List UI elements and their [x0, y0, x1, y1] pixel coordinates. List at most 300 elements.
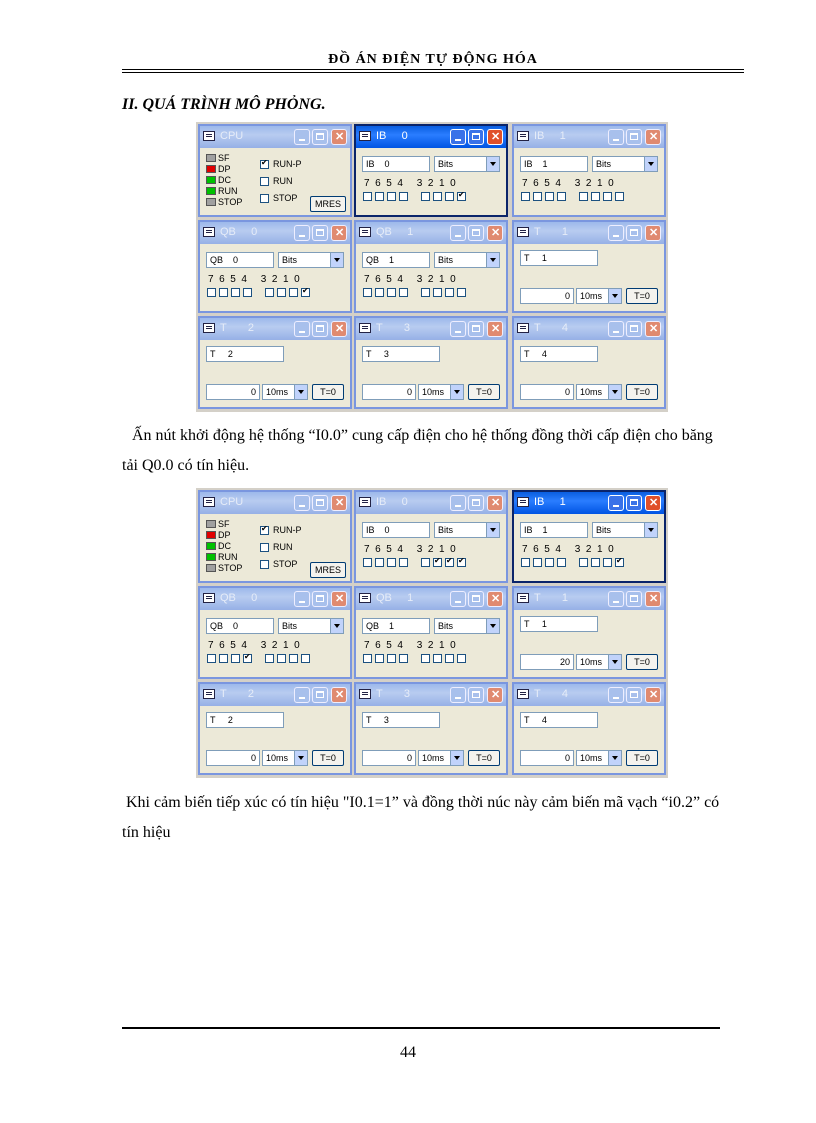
- address-field[interactable]: QB 1: [362, 252, 430, 268]
- timebase-select-value: 10ms: [580, 387, 603, 397]
- format-select-value: Bits: [596, 159, 612, 169]
- window-app-icon: [203, 227, 215, 237]
- chevron-down-icon[interactable]: [330, 253, 343, 267]
- close-icon[interactable]: [487, 129, 503, 145]
- maximize-icon[interactable]: [468, 687, 484, 703]
- close-icon[interactable]: [487, 321, 503, 337]
- timebase-select-value: 10ms: [580, 753, 603, 763]
- window-title: CPU: [220, 130, 244, 142]
- window-title: IB 1: [534, 496, 566, 508]
- window-title: T 2: [220, 688, 255, 700]
- mode-run-checkbox[interactable]: [260, 543, 269, 552]
- bit-numbers: 7 6 5 4 3 2 1 0: [522, 178, 614, 189]
- maximize-icon[interactable]: [468, 495, 484, 511]
- timer-reset-button[interactable]: T=0: [626, 288, 658, 304]
- bit-numbers: 7 6 5 4 3 2 1 0: [522, 544, 614, 555]
- led-label: SF: [218, 519, 230, 529]
- ib1-window[interactable]: [512, 490, 666, 583]
- timebase-select-value: 10ms: [422, 753, 445, 763]
- bit-7-checkbox[interactable]: [521, 558, 530, 567]
- t4-timer-window[interactable]: [512, 316, 666, 409]
- window-titlebar[interactable]: [356, 222, 506, 244]
- address-field[interactable]: IB 1: [520, 156, 588, 172]
- window-title: T 4: [534, 322, 569, 334]
- timebase-select-value: 10ms: [266, 753, 289, 763]
- window-app-icon: [517, 689, 529, 699]
- chevron-down-icon[interactable]: [644, 157, 657, 171]
- minimize-icon[interactable]: [608, 129, 624, 145]
- mode-label: RUN-P: [273, 525, 302, 535]
- led-label: DP: [218, 164, 231, 174]
- close-icon[interactable]: [645, 591, 661, 607]
- bit-1-checkbox[interactable]: [445, 288, 454, 297]
- chevron-down-icon[interactable]: [486, 523, 499, 537]
- t3-timer-window[interactable]: [354, 316, 508, 409]
- window-app-icon: [517, 227, 529, 237]
- chevron-down-icon[interactable]: [486, 619, 499, 633]
- bit-2-checkbox[interactable]: [433, 558, 442, 567]
- close-icon[interactable]: [487, 687, 503, 703]
- bit-3-checkbox[interactable]: [421, 192, 430, 201]
- bit-7-checkbox[interactable]: [521, 192, 530, 201]
- bit-3-checkbox[interactable]: [421, 654, 430, 663]
- mode-label: RUN: [273, 542, 293, 552]
- format-select[interactable]: [434, 252, 500, 268]
- maximize-icon[interactable]: [468, 321, 484, 337]
- timer-address-field[interactable]: T 1: [520, 250, 598, 266]
- timer-address-field[interactable]: T 2: [206, 712, 284, 728]
- led-label: DP: [218, 530, 231, 540]
- chevron-down-icon[interactable]: [486, 253, 499, 267]
- timebase-select-value: 10ms: [580, 657, 603, 667]
- address-field[interactable]: IB 1: [520, 522, 588, 538]
- maximize-icon[interactable]: [626, 225, 642, 241]
- chevron-down-icon[interactable]: [608, 289, 621, 303]
- address-field[interactable]: QB 0: [206, 618, 274, 634]
- led-label: DC: [218, 175, 231, 185]
- window-titlebar[interactable]: [200, 126, 350, 148]
- format-select[interactable]: [278, 618, 344, 634]
- led-label: SF: [218, 153, 230, 163]
- maximize-icon[interactable]: [312, 495, 328, 511]
- bit-6-checkbox[interactable]: [375, 558, 384, 567]
- window-titlebar[interactable]: [356, 318, 506, 340]
- close-icon[interactable]: [645, 129, 661, 145]
- minimize-icon[interactable]: [608, 687, 624, 703]
- close-icon[interactable]: [331, 225, 347, 241]
- bit-checkboxes: [363, 288, 469, 297]
- bit-4-checkbox[interactable]: [557, 558, 566, 567]
- timer-reset-button[interactable]: T=0: [626, 750, 658, 766]
- timer-reset-button[interactable]: T=0: [626, 654, 658, 670]
- bit-5-checkbox[interactable]: [545, 192, 554, 201]
- mode-run-p-checkbox[interactable]: [260, 160, 269, 169]
- bit-4-checkbox[interactable]: [557, 192, 566, 201]
- chevron-down-icon[interactable]: [294, 751, 307, 765]
- simulator-screenshot-2: [196, 488, 668, 778]
- timer-value-field[interactable]: 0: [362, 384, 416, 400]
- led-dc-icon: [206, 542, 216, 550]
- address-field[interactable]: QB 1: [362, 618, 430, 634]
- bit-2-checkbox[interactable]: [591, 558, 600, 567]
- timebase-select[interactable]: [576, 288, 622, 304]
- paragraph-2: Khi cảm biến tiếp xúc có tín hiệu "I0.1=1” và đồng thời núc này cảm biến mã vạch “i0.2” có tín hiệu: [122, 794, 720, 841]
- maximize-icon[interactable]: [626, 591, 642, 607]
- close-icon[interactable]: [487, 591, 503, 607]
- timer-value-field[interactable]: 0: [206, 384, 260, 400]
- bit-7-checkbox[interactable]: [363, 558, 372, 567]
- window-titlebar[interactable]: [200, 684, 350, 706]
- bit-6-checkbox[interactable]: [533, 558, 542, 567]
- timer-value-field[interactable]: 20: [520, 654, 574, 670]
- window-titlebar[interactable]: [200, 492, 350, 514]
- window-app-icon: [359, 689, 371, 699]
- maximize-icon[interactable]: [626, 495, 642, 511]
- qb1-window[interactable]: [354, 220, 508, 313]
- timebase-select[interactable]: [418, 384, 464, 400]
- window-app-icon: [359, 323, 371, 333]
- timer-reset-button[interactable]: T=0: [312, 750, 344, 766]
- timebase-select[interactable]: [576, 384, 622, 400]
- close-icon[interactable]: [331, 321, 347, 337]
- led-label: RUN: [218, 186, 238, 196]
- page-header: ĐỒ ÁN ĐIỆN TỰ ĐỘNG HÓA: [328, 52, 538, 67]
- mres-button[interactable]: MRES: [310, 562, 346, 578]
- t3-timer-window[interactable]: [354, 682, 508, 775]
- minimize-icon[interactable]: [450, 687, 466, 703]
- window-titlebar[interactable]: [514, 126, 664, 148]
- timebase-select-value: 10ms: [580, 291, 603, 301]
- close-icon[interactable]: [331, 687, 347, 703]
- mode-label: RUN: [273, 176, 293, 186]
- bit-6-checkbox[interactable]: [533, 192, 542, 201]
- window-titlebar[interactable]: [514, 492, 664, 514]
- bit-7-checkbox[interactable]: [363, 192, 372, 201]
- cpu-window[interactable]: [198, 124, 352, 217]
- minimize-icon[interactable]: [608, 225, 624, 241]
- window-app-icon: [203, 689, 215, 699]
- minimize-icon[interactable]: [608, 591, 624, 607]
- bit-5-checkbox[interactable]: [387, 192, 396, 201]
- window-titlebar[interactable]: [200, 318, 350, 340]
- window-title: T 1: [534, 592, 569, 604]
- close-icon[interactable]: [645, 225, 661, 241]
- bit-0-checkbox[interactable]: [615, 558, 624, 567]
- window-title: QB 0: [220, 226, 258, 238]
- minimize-icon[interactable]: [450, 495, 466, 511]
- bit-6-checkbox[interactable]: [375, 288, 384, 297]
- bit-6-checkbox[interactable]: [219, 288, 228, 297]
- t2-timer-window[interactable]: [198, 316, 352, 409]
- address-field[interactable]: QB 0: [206, 252, 274, 268]
- timer-value-field[interactable]: 0: [520, 750, 574, 766]
- window-title: QB 1: [376, 226, 414, 238]
- bit-1-checkbox[interactable]: [445, 654, 454, 663]
- bit-4-checkbox[interactable]: [399, 558, 408, 567]
- window-title: T 1: [534, 226, 569, 238]
- led-label: STOP: [218, 563, 243, 573]
- bit-0-checkbox[interactable]: [301, 288, 310, 297]
- timebase-select[interactable]: [576, 750, 622, 766]
- bit-6-checkbox[interactable]: [375, 654, 384, 663]
- led-stop-icon: [206, 198, 216, 206]
- bit-2-checkbox[interactable]: [277, 288, 286, 297]
- timer-value-field[interactable]: 0: [520, 384, 574, 400]
- timebase-select[interactable]: [576, 654, 622, 670]
- window-titlebar[interactable]: [514, 318, 664, 340]
- bit-2-checkbox[interactable]: [433, 288, 442, 297]
- timer-address-field[interactable]: T 2: [206, 346, 284, 362]
- minimize-icon[interactable]: [294, 321, 310, 337]
- close-icon[interactable]: [487, 225, 503, 241]
- maximize-icon[interactable]: [468, 591, 484, 607]
- bit-1-checkbox[interactable]: [445, 192, 454, 201]
- timer-value-field[interactable]: 0: [206, 750, 260, 766]
- qb0-window[interactable]: [198, 220, 352, 313]
- mode-run-checkbox[interactable]: [260, 177, 269, 186]
- bit-1-checkbox[interactable]: [603, 558, 612, 567]
- maximize-icon[interactable]: [312, 687, 328, 703]
- minimize-icon[interactable]: [294, 129, 310, 145]
- led-label: STOP: [218, 197, 243, 207]
- format-select[interactable]: [434, 618, 500, 634]
- t4-timer-window[interactable]: [512, 682, 666, 775]
- minimize-icon[interactable]: [294, 495, 310, 511]
- t1-timer-window[interactable]: [512, 220, 666, 313]
- bit-3-checkbox[interactable]: [421, 558, 430, 567]
- format-select[interactable]: [592, 156, 658, 172]
- ib0-window[interactable]: [354, 124, 508, 217]
- format-select[interactable]: [434, 522, 500, 538]
- bit-4-checkbox[interactable]: [399, 654, 408, 663]
- window-app-icon: [359, 593, 371, 603]
- bit-1-checkbox[interactable]: [445, 558, 454, 567]
- minimize-icon[interactable]: [450, 129, 466, 145]
- close-icon[interactable]: [487, 495, 503, 511]
- maximize-icon[interactable]: [312, 129, 328, 145]
- bit-3-checkbox[interactable]: [265, 654, 274, 663]
- bit-3-checkbox[interactable]: [421, 288, 430, 297]
- bit-numbers: 7 6 5 4 3 2 1 0: [208, 274, 300, 285]
- timer-address-field[interactable]: T 1: [520, 616, 598, 632]
- bit-0-checkbox[interactable]: [457, 654, 466, 663]
- bit-7-checkbox[interactable]: [363, 654, 372, 663]
- window-app-icon: [203, 593, 215, 603]
- bit-2-checkbox[interactable]: [433, 192, 442, 201]
- timer-value-field[interactable]: 0: [362, 750, 416, 766]
- bit-7-checkbox[interactable]: [207, 654, 216, 663]
- bit-2-checkbox[interactable]: [591, 192, 600, 201]
- timer-address-field[interactable]: T 4: [520, 346, 598, 362]
- mode-stop-checkbox[interactable]: [260, 194, 269, 203]
- header-rule: [122, 69, 744, 70]
- maximize-icon[interactable]: [312, 321, 328, 337]
- timer-address-field[interactable]: T 4: [520, 712, 598, 728]
- bit-0-checkbox[interactable]: [457, 558, 466, 567]
- bit-numbers: 7 6 5 4 3 2 1 0: [364, 640, 456, 651]
- led-run-icon: [206, 187, 216, 195]
- maximize-icon[interactable]: [312, 591, 328, 607]
- bit-0-checkbox[interactable]: [457, 192, 466, 201]
- bit-numbers: 7 6 5 4 3 2 1 0: [364, 544, 456, 555]
- format-select-value: Bits: [282, 255, 298, 265]
- window-titlebar[interactable]: [356, 492, 506, 514]
- chevron-down-icon[interactable]: [450, 751, 463, 765]
- bit-2-checkbox[interactable]: [433, 654, 442, 663]
- maximize-icon[interactable]: [626, 129, 642, 145]
- format-select-value: Bits: [438, 159, 454, 169]
- bit-2-checkbox[interactable]: [277, 654, 286, 663]
- bit-4-checkbox[interactable]: [243, 654, 252, 663]
- timebase-select[interactable]: [418, 750, 464, 766]
- bit-checkboxes: [363, 558, 469, 567]
- minimize-icon[interactable]: [450, 225, 466, 241]
- window-titlebar[interactable]: [356, 126, 506, 148]
- bit-checkboxes: [521, 558, 627, 567]
- format-select-value: Bits: [438, 525, 454, 535]
- window-titlebar[interactable]: [356, 684, 506, 706]
- format-select[interactable]: [434, 156, 500, 172]
- bit-0-checkbox[interactable]: [457, 288, 466, 297]
- ib0-window[interactable]: [354, 490, 508, 583]
- window-title: IB 0: [376, 130, 408, 142]
- close-icon[interactable]: [645, 495, 661, 511]
- window-titlebar[interactable]: [514, 222, 664, 244]
- bit-checkboxes: [521, 192, 627, 201]
- t2-timer-window[interactable]: [198, 682, 352, 775]
- window-titlebar[interactable]: [514, 588, 664, 610]
- timebase-select-value: 10ms: [266, 387, 289, 397]
- bit-4-checkbox[interactable]: [399, 288, 408, 297]
- window-app-icon: [359, 131, 371, 141]
- window-titlebar[interactable]: [514, 684, 664, 706]
- minimize-icon[interactable]: [450, 591, 466, 607]
- bit-1-checkbox[interactable]: [603, 192, 612, 201]
- bit-5-checkbox[interactable]: [387, 654, 396, 663]
- chevron-down-icon[interactable]: [608, 385, 621, 399]
- bit-6-checkbox[interactable]: [219, 654, 228, 663]
- window-title: T 2: [220, 322, 255, 334]
- window-app-icon: [359, 227, 371, 237]
- window-app-icon: [203, 497, 215, 507]
- timebase-select[interactable]: [262, 750, 308, 766]
- footer-rule: [122, 1027, 720, 1029]
- minimize-icon[interactable]: [450, 321, 466, 337]
- address-field[interactable]: IB 0: [362, 522, 430, 538]
- minimize-icon[interactable]: [294, 225, 310, 241]
- minimize-icon[interactable]: [294, 687, 310, 703]
- chevron-down-icon[interactable]: [644, 523, 657, 537]
- window-title: QB 1: [376, 592, 414, 604]
- bit-7-checkbox[interactable]: [207, 288, 216, 297]
- bit-4-checkbox[interactable]: [399, 192, 408, 201]
- chevron-down-icon[interactable]: [450, 385, 463, 399]
- timer-reset-button[interactable]: T=0: [468, 750, 500, 766]
- bit-4-checkbox[interactable]: [243, 288, 252, 297]
- bit-1-checkbox[interactable]: [289, 288, 298, 297]
- led-label: DC: [218, 541, 231, 551]
- bit-6-checkbox[interactable]: [375, 192, 384, 201]
- maximize-icon[interactable]: [468, 129, 484, 145]
- bit-checkboxes: [207, 654, 313, 663]
- bit-0-checkbox[interactable]: [301, 654, 310, 663]
- chevron-down-icon[interactable]: [486, 157, 499, 171]
- window-titlebar[interactable]: [200, 588, 350, 610]
- bit-1-checkbox[interactable]: [289, 654, 298, 663]
- format-select-value: Bits: [438, 621, 454, 631]
- page-number: 44: [400, 1044, 416, 1061]
- window-app-icon: [517, 497, 529, 507]
- maximize-icon[interactable]: [626, 321, 642, 337]
- led-sf-icon: [206, 154, 216, 162]
- t1-timer-window[interactable]: [512, 586, 666, 679]
- cpu-window[interactable]: [198, 490, 352, 583]
- close-icon[interactable]: [645, 687, 661, 703]
- mres-button[interactable]: MRES: [310, 196, 346, 212]
- led-stop-icon: [206, 564, 216, 572]
- window-app-icon: [517, 593, 529, 603]
- bit-0-checkbox[interactable]: [615, 192, 624, 201]
- bit-5-checkbox[interactable]: [231, 654, 240, 663]
- bit-3-checkbox[interactable]: [579, 558, 588, 567]
- timer-address-field[interactable]: T 3: [362, 346, 440, 362]
- chevron-down-icon[interactable]: [608, 655, 621, 669]
- window-title: T 4: [534, 688, 569, 700]
- timer-reset-button[interactable]: T=0: [312, 384, 344, 400]
- qb1-window[interactable]: [354, 586, 508, 679]
- minimize-icon[interactable]: [608, 495, 624, 511]
- close-icon[interactable]: [645, 321, 661, 337]
- chevron-down-icon[interactable]: [608, 751, 621, 765]
- timer-address-field[interactable]: T 3: [362, 712, 440, 728]
- qb0-window[interactable]: [198, 586, 352, 679]
- chevron-down-icon[interactable]: [294, 385, 307, 399]
- maximize-icon[interactable]: [626, 687, 642, 703]
- maximize-icon[interactable]: [312, 225, 328, 241]
- minimize-icon[interactable]: [294, 591, 310, 607]
- window-title: CPU: [220, 496, 244, 508]
- bit-7-checkbox[interactable]: [363, 288, 372, 297]
- address-field[interactable]: IB 0: [362, 156, 430, 172]
- bit-numbers: 7 6 5 4 3 2 1 0: [364, 178, 456, 189]
- window-titlebar[interactable]: [356, 588, 506, 610]
- mode-label: STOP: [273, 559, 298, 569]
- timer-value-field[interactable]: 0: [520, 288, 574, 304]
- paragraph-1: Ấn nút khởi động hệ thống “I0.0” cung cấp điện cho hệ thống đồng thời cấp điện cho băng tải Q0.0 có tín hiệu.: [122, 427, 713, 474]
- bit-5-checkbox[interactable]: [231, 288, 240, 297]
- timebase-select[interactable]: [262, 384, 308, 400]
- bit-5-checkbox[interactable]: [545, 558, 554, 567]
- close-icon[interactable]: [331, 591, 347, 607]
- format-select[interactable]: [592, 522, 658, 538]
- close-icon[interactable]: [331, 495, 347, 511]
- chevron-down-icon[interactable]: [330, 619, 343, 633]
- bit-3-checkbox[interactable]: [579, 192, 588, 201]
- minimize-icon[interactable]: [608, 321, 624, 337]
- close-icon[interactable]: [331, 129, 347, 145]
- bit-5-checkbox[interactable]: [387, 288, 396, 297]
- maximize-icon[interactable]: [468, 225, 484, 241]
- format-select[interactable]: [278, 252, 344, 268]
- window-titlebar[interactable]: [200, 222, 350, 244]
- timer-reset-button[interactable]: T=0: [626, 384, 658, 400]
- mode-run-p-checkbox[interactable]: [260, 526, 269, 535]
- ib1-window[interactable]: [512, 124, 666, 217]
- bit-5-checkbox[interactable]: [387, 558, 396, 567]
- bit-3-checkbox[interactable]: [265, 288, 274, 297]
- timer-reset-button[interactable]: T=0: [468, 384, 500, 400]
- mode-stop-checkbox[interactable]: [260, 560, 269, 569]
